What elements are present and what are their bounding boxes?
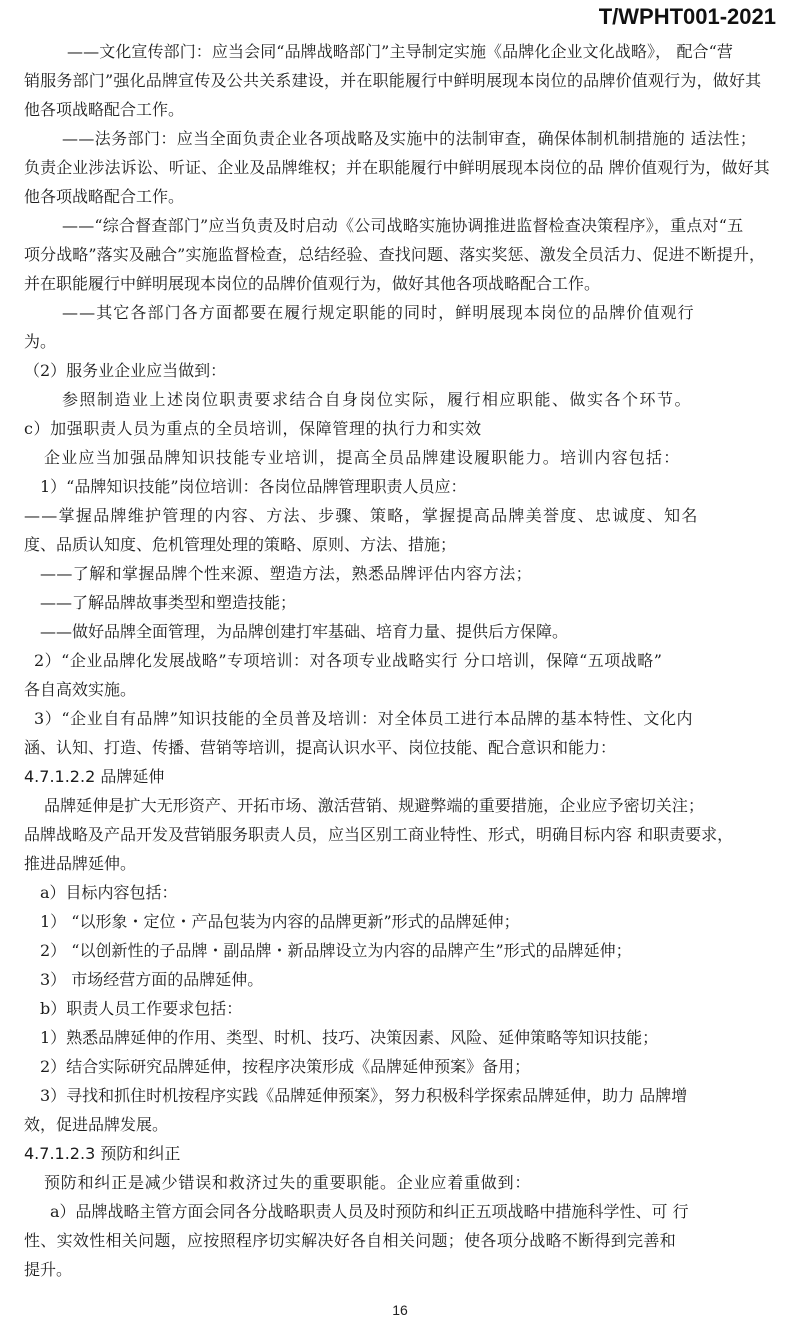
body-line: 1）“品牌知识技能”岗位培训：各岗位品牌管理职责人员应： (40, 477, 467, 496)
body-line: ——文化宣传部门：应当会同“品牌战略部门”主导制定实施《品牌化企业文化战略》， 配合“营 (67, 42, 734, 61)
body-line: 品牌战略及产品开发及营销服务职责人员，应当区别工商业特性、形式，明确目标内容 和职责要求， (24, 825, 734, 844)
body-line: ——其它各部门各方面都要在履行规定职能的同时，鲜明展现本岗位的品牌价值观行 (62, 303, 695, 322)
page-number: 16 (392, 1302, 408, 1318)
body-line: ——了解品牌故事类型和塑造技能； (40, 593, 297, 612)
body-line: ——法务部门：应当全面负责企业各项战略及实施中的法制审查，确保体制机制措施的 适法性； (62, 129, 757, 148)
body-line: 性、实效性相关问题，应按照程序切实解决好各自相关问题；使各项分战略不断得到完善和 (24, 1231, 677, 1250)
body-line: 1）熟悉品牌延伸的作用、类型、时机、技巧、决策因素、风险、延伸策略等知识技能； (40, 1028, 659, 1047)
body-line: 度、品质认知度、危机管理处理的策略、原则、方法、措施； (24, 535, 457, 554)
body-line: 3） 市场经营方面的品牌延伸。 (40, 970, 264, 989)
body-line: ——“综合督查部门”应当负责及时启动《公司战略实施协调推进监督检查决策程序》，重点对“五 (62, 216, 744, 235)
body-line: b）职责人员工作要求包括： (40, 999, 243, 1018)
document-code: T/WPHT001-2021 (598, 4, 776, 29)
body-line: 为。 (24, 332, 57, 351)
body-line: a）品牌战略主管方面会同各分战略职责人员及时预防和纠正五项战略中措施科学性、可 行 (50, 1202, 689, 1221)
section-heading: 4.7.1.2.2 品牌延伸 (24, 767, 165, 786)
body-line: ——做好品牌全面管理，为品牌创建打牢基础、培育力量、提供后方保障。 (40, 622, 569, 641)
section-heading: 4.7.1.2.3 预防和纠正 (24, 1144, 181, 1163)
body-line: 推进品牌延伸。 (24, 854, 137, 873)
body-line: 2）“企业品牌化发展战略”专项培训：对各项专业战略实行 分口培训，保障“五项战略” (34, 651, 663, 670)
body-line: 各自高效实施。 (24, 680, 137, 699)
body-line: ——掌握品牌维护管理的内容、方法、步骤、策略，掌握提高品牌美誉度、忠诚度、知名 (24, 506, 699, 525)
body-line: 3）“企业自有品牌”知识技能的全员普及培训：对全体员工进行本品牌的基本特性、文化内 (34, 709, 694, 728)
body-line: 效，促进品牌发展。 (24, 1115, 169, 1134)
body-line: 1） “以形象・定位・产品包装为内容的品牌更新”形式的品牌延伸； (40, 912, 520, 931)
body-line: 品牌延伸是扩大无形资产、开拓市场、激活营销、规避弊端的重要措施，企业应予密切关注； (44, 796, 705, 815)
body-line: 预防和纠正是减少错误和救济过失的重要职能。企业应着重做到： (44, 1173, 532, 1192)
body-line: （2）服务业企业应当做到： (24, 361, 227, 380)
body-line: 项分战略”落实及融合”实施监督检查，总结经验、查找问题、落实奖惩、激发全员活力、促进不断提升， (24, 245, 766, 264)
body-line: 他各项战略配合工作。 (24, 187, 185, 206)
body-line: c）加强职责人员为重点的全员培训，保障管理的执行力和实效 (24, 419, 482, 438)
body-line: 参照制造业上述岗位职责要求结合自身岗位实际，履行相应职能、做实各个环节。 (62, 390, 693, 409)
body-line: 3）寻找和抓住时机按程序实践《品牌延伸预案》，努力积极科学探索品牌延伸，助力 品牌增 (40, 1086, 688, 1105)
body-line: a）目标内容包括： (40, 883, 178, 902)
body-line: ——了解和掌握品牌个性来源、塑造方法，熟悉品牌评估内容方法； (40, 564, 533, 583)
body-line: 负责企业涉法诉讼、听证、企业及品牌维权；并在职能履行中鲜明展现本岗位的品 牌价值观行为，做好其 (24, 158, 770, 177)
body-line: 企业应当加强品牌知识技能专业培训，提高全员品牌建设履职能力。培训内容包括： (44, 448, 681, 467)
body-line: 2）结合实际研究品牌延伸，按程序决策形成《品牌延伸预案》备用； (40, 1057, 531, 1076)
body-line: 他各项战略配合工作。 (24, 100, 185, 119)
body-line: 销服务部门”强化品牌宣传及公共关系建设，并在职能履行中鲜明展现本岗位的品牌价值观行为，做好其 (24, 71, 762, 90)
body-line: 提升。 (24, 1260, 73, 1279)
body-line: 涵、认知、打造、传播、营销等培训，提高认识水平、岗位技能、配合意识和能力： (24, 738, 617, 757)
body-line: 2） “以创新性的子品牌・副品牌・新品牌设立为内容的品牌产生”形式的品牌延伸； (40, 941, 632, 960)
body-line: 并在职能履行中鲜明展现本岗位的品牌价值观行为，做好其他各项战略配合工作。 (24, 274, 601, 293)
